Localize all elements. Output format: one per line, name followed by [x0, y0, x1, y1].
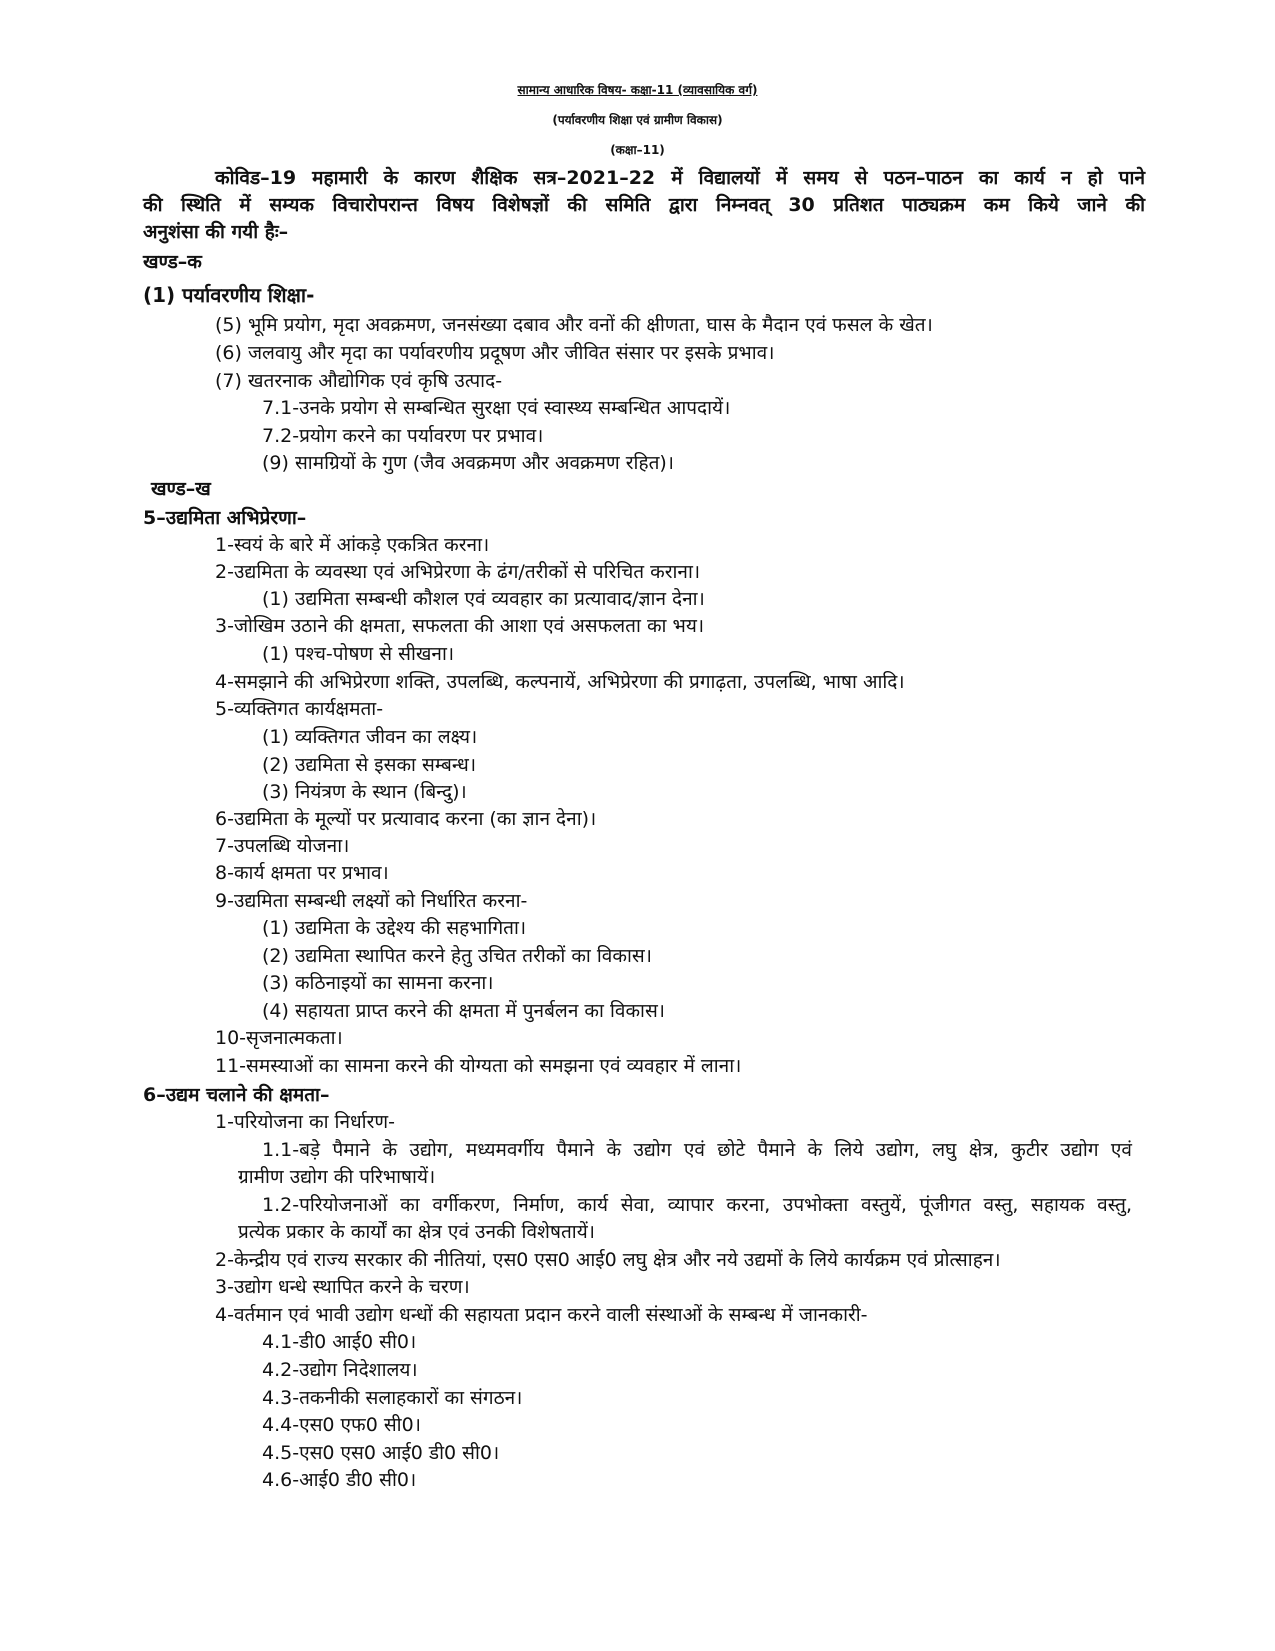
topic-5-heading: 5–उद्यमिता अभिप्रेरणा–	[143, 507, 307, 529]
topic-5-line: 1-स्वयं के बारे में आंकड़े एकत्रित करना।	[215, 534, 490, 556]
topic-6-line: 4.3-तकनीकी सलाहकारों का संगठन।	[262, 1387, 523, 1409]
section-a-heading: खण्ड–क	[143, 251, 202, 273]
topic-5-line: 6-उद्यमिता के मूल्यों पर प्रत्यावाद करना (का ज्ञान देना)।	[215, 808, 597, 830]
section-a-item: (6) जलवायु और मृदा का पर्यावरणीय प्रदूषण और जीवित संसार पर इसके प्रभाव।	[215, 342, 775, 364]
topic-5-line: (1) उद्यमिता के उद्देश्य की सहभागिता।	[262, 917, 527, 939]
topic-5-line: (1) व्यक्तिगत जीवन का लक्ष्य।	[262, 726, 478, 748]
topic-5-line: 8-कार्य क्षमता पर प्रभाव।	[215, 862, 389, 884]
topic-5-line: 3-जोखिम उठाने की क्षमता, सफलता की आशा एवं असफलता का भय।	[215, 615, 705, 637]
topic-5-line: (2) उद्यमिता से इसका सम्बन्ध।	[262, 754, 477, 776]
section-a-subitem: (9) सामग्रियों के गुण (जैव अवक्रमण और अवक्रमण रहित)।	[262, 452, 675, 474]
topic-6-line: 2-केन्द्रीय एवं राज्य सरकार की नीतियां, एस0 एस0 आई0 लघु क्षेत्र और नये उद्यमों के लिये कार्यक्रम एवं प्रोत्साहन।	[215, 1249, 1001, 1271]
class-label: (कक्षा–11)	[610, 143, 665, 157]
page-subtitle: (पर्यावरणीय शिक्षा एवं ग्रामीण विकास)	[552, 113, 723, 127]
topic-5-line: (1) पश्च-पोषण से सीखना।	[262, 643, 455, 665]
page-title: सामान्य आधारिक विषय- कक्षा-11 (व्यावसायिक वर्ग)	[517, 83, 758, 97]
intro-line-1: कोविड–19 महामारी के कारण शैक्षिक सत्र–2021–22 में विद्यालयों में समय से पठन–पाठन का कार्य न हो पाने	[215, 167, 1145, 189]
topic-5-line: (1) उद्यमिता सम्बन्धी कौशल एवं व्यवहार का प्रत्यावाद/ज्ञान देना।	[262, 588, 705, 610]
topic-5-line: 11-समस्याओं का सामना करने की योग्यता को समझना एवं व्यवहार में लाना।	[215, 1055, 742, 1077]
topic-5-line: 2-उद्यमिता के व्यवस्था एवं अभिप्रेरणा के ढंग/तरीकों से परिचित कराना।	[215, 561, 701, 583]
topic-5-line: (2) उद्यमिता स्थापित करने हेतु उचित तरीकों का विकास।	[262, 945, 652, 967]
topic-5-line: 5-व्यक्तिगत कार्यक्षमता-	[215, 698, 384, 720]
topic-6-heading: 6–उद्यम चलाने की क्षमता–	[143, 1084, 330, 1106]
topic-5-line: (3) नियंत्रण के स्थान (बिन्दु)।	[262, 781, 467, 803]
topic-6-line: 3-उद्योग धन्धे स्थापित करने के चरण।	[215, 1276, 470, 1298]
topic-5-line: (4) सहायता प्राप्त करने की क्षमता में पुनर्बलन का विकास।	[262, 1000, 665, 1022]
topic-6-line: 4.6-आई0 डी0 सी0।	[262, 1469, 417, 1491]
topic-6-line: ग्रामीण उद्योग की परिभाषायें।	[238, 1166, 436, 1188]
topic-6-line: 1-परियोजना का निर्धारण-	[215, 1111, 395, 1133]
topic-5-line: 10-सृजनात्मकता।	[215, 1027, 343, 1049]
topic-6-line: 4.5-एस0 एस0 आई0 डी0 सी0।	[262, 1442, 500, 1464]
topic-6-line: 1.2-परियोजनाओं का वर्गीकरण, निर्माण, कार्य सेवा, व्यापार करना, उपभोक्ता वस्तुयें, पूंजीगत वस्तु, सहायक वस्तु,	[262, 1194, 1132, 1216]
topic-5-line: (3) कठिनाइयों का सामना करना।	[262, 972, 494, 994]
topic-6-line: 1.1-बड़े पैमाने के उद्योग, मध्यमवर्गीय पैमाने के उद्योग एवं छोटे पैमाने के लिये उद्योग, लघु क्षेत्र, कुटीर उद्योग एवं	[262, 1139, 1132, 1161]
topic-6-line: 4.2-उद्योग निदेशालय।	[262, 1359, 418, 1381]
topic-5-line: 4-समझाने की अभिप्रेरणा शक्ति, उपलब्धि, कल्पनायें, अभिप्रेरणा की प्रगाढ़ता, उपलब्धि, भाषा आदि।	[215, 671, 905, 693]
section-a-item: (5) भूमि प्रयोग, मृदा अवक्रमण, जनसंख्या दबाव और वनों की क्षीणता, घास के मैदान एवं फसल के खेत।	[215, 314, 933, 336]
topic-6-line: 4-वर्तमान एवं भावी उद्योग धन्धों की सहायता प्रदान करने वाली संस्थाओं के सम्बन्ध में जानकारी-	[215, 1304, 868, 1326]
section-a-subitem: 7.1-उनके प्रयोग से सम्बन्धित सुरक्षा एवं स्वास्थ्य सम्बन्धित आपदायें।	[262, 397, 731, 419]
section-b-heading: खण्ड–ख	[151, 478, 211, 500]
section-a-subitem: 7.2-प्रयोग करने का पर्यावरण पर प्रभाव।	[262, 425, 544, 447]
intro-line-3: अनुशंसा की गयी हैः–	[143, 221, 289, 243]
intro-line-2: की स्थिति में सम्यक विचारोपरान्त विषय विशेषज्ञों की समिति द्वारा निम्नवत् 30 प्रतिशत पाठ्यक्रम कम किये जाने की	[143, 194, 1145, 216]
topic-5-line: 9-उद्यमिता सम्बन्धी लक्ष्यों को निर्धारित करना-	[215, 890, 528, 912]
topic-5-line: 7-उपलब्धि योजना।	[215, 835, 350, 857]
section-a-item: (7) खतरनाक औद्योगिक एवं कृषि उत्पाद-	[215, 370, 503, 392]
topic-6-line: 4.1-डी0 आई0 सी0।	[262, 1331, 417, 1353]
topic-6-line: प्रत्येक प्रकार के कार्यों का क्षेत्र एवं उनकी विशेषतायें।	[238, 1221, 595, 1243]
section-a-topic: (1) पर्यावरणीय शिक्षा-	[143, 283, 315, 307]
topic-6-line: 4.4-एस0 एफ0 सी0।	[262, 1414, 421, 1436]
